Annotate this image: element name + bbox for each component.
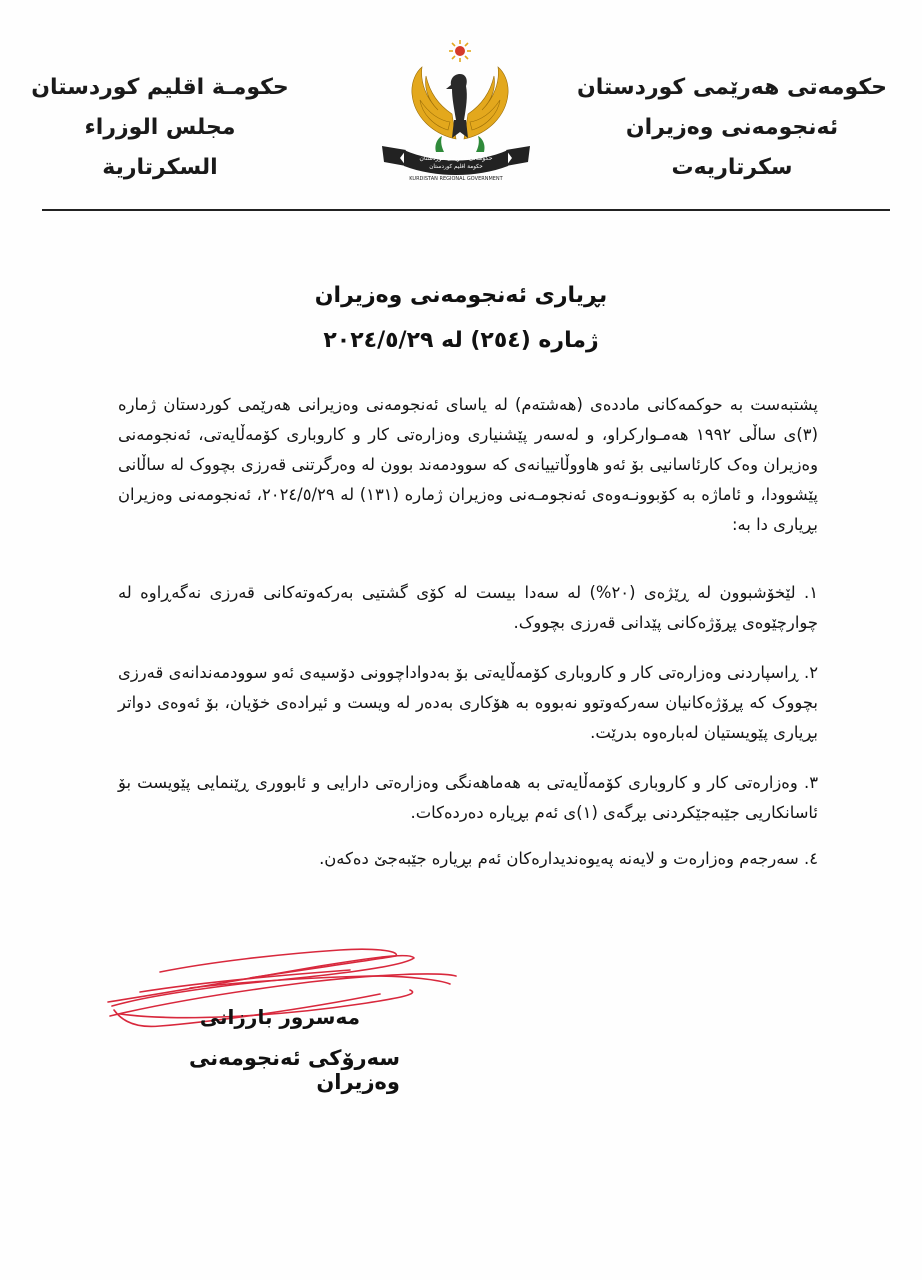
decision-item-1: ١. لێخۆشبوون لە ڕێژەی (٢٠%) لە سەدا بیست لە کۆی گشتیی بەرکەوتەکانی قەرزی نەگەڕاوە لە چوارچێوەی پڕۆژەکانی پێدانی قەرزی بچووک.	[118, 583, 819, 633]
header-kurdish	[572, 68, 892, 188]
header-arabic-line2: مجلس الوزراء	[84, 115, 236, 140]
header-kurdish-line1: حکومەتی هەرێمی کوردستان	[577, 75, 887, 100]
signer-name: مەسرور بارزانی	[199, 1005, 360, 1029]
decision-item-4: ٤. سەرجەم وەزارەت و لایەنە پەیوەندیدارەکان ئەم بڕیارە جێبەجێ دەکەن.	[319, 849, 818, 869]
sun-icon	[449, 40, 471, 62]
header-arabic-line3: السكرتارية	[102, 155, 218, 180]
decision-item-3: ٣. وەزارەتی کار و کاروباری کۆمەڵایەتی بە هەماهەنگی وەزارەتی دارایی و ئابووری ڕێنمایی پێویست بۆ ئاسانکاریی جێبەجێکردنی بڕگەی (١)ی ئەم بڕیارە دەردەکات.	[118, 773, 818, 823]
header-kurdish-line2: ئەنجومەنی وەزیران	[625, 115, 839, 140]
decree-number-date: ژمارە (٢٥٤) لە ٢٠٢٤/٥/٢٩	[323, 328, 599, 353]
emblem-banner-text: حکومەتی هەرێمی کوردستان	[419, 155, 493, 162]
decision-item-2: ٢. ڕاسپاردنی وەزارەتی کار و کاروباری کۆمەڵایەتی بۆ بەدواداچوونی دۆسیەی ئەو سوودمەندانەی قەرزی بچووک کە پڕۆژەکانیان سەرکەوتوو نەبووە بە هۆکاری بەدەر لە ویست و ئیرادەی خۆیان، بۆ ئەوەی دواتر بڕیاری پێویستیان لەبارەوە بدرێت.	[118, 663, 818, 743]
document-title: بڕیاری ئەنجومەنی وەزیران	[314, 283, 608, 308]
header-divider	[42, 209, 890, 211]
header-arabic	[0, 68, 320, 188]
header-arabic-line1: حكومـة اقليم كوردستان	[31, 75, 289, 100]
krg-eagle-emblem-icon	[376, 34, 536, 184]
emblem-caption: KURDISTAN REGIONAL GOVERNMENT	[409, 176, 503, 182]
emblem-banner-text-ar: حكومة اقليم كوردستان	[429, 164, 483, 170]
header-kurdish-line3: سکرتاریەت	[671, 155, 793, 180]
intro-paragraph: پشتبەست بە حوکمەکانی ماددەی (هەشتەم) لە یاسای ئەنجومەنی وەزیرانی هەرێمی کوردستان ژمارە (٣)ی ساڵی ١٩٩٢ هەمـوارکراو، و لەسەر پێشنیاری وەزارەتی کار و کاروباری کۆمەڵایەتی، ئەنجومەنی وەزیران وەک کارئاسانیی بۆ ئەو هاووڵاتییانەی کە سوودمەند بوون لە وەرگرتنی قەرزی بچووک لە ساڵانی پێشوودا، و ئاماژە بە کۆبوونـەوەی ئەنجومـەنی وەزیران ژمارە (١٣١) لە ٢٠٢٤/٥/٢٩، ئەنجومەنی وەزیران بڕیاری دا بە:	[118, 395, 818, 535]
signer-title: سەرۆکی ئەنجومەنی وەزیران	[189, 1046, 400, 1094]
